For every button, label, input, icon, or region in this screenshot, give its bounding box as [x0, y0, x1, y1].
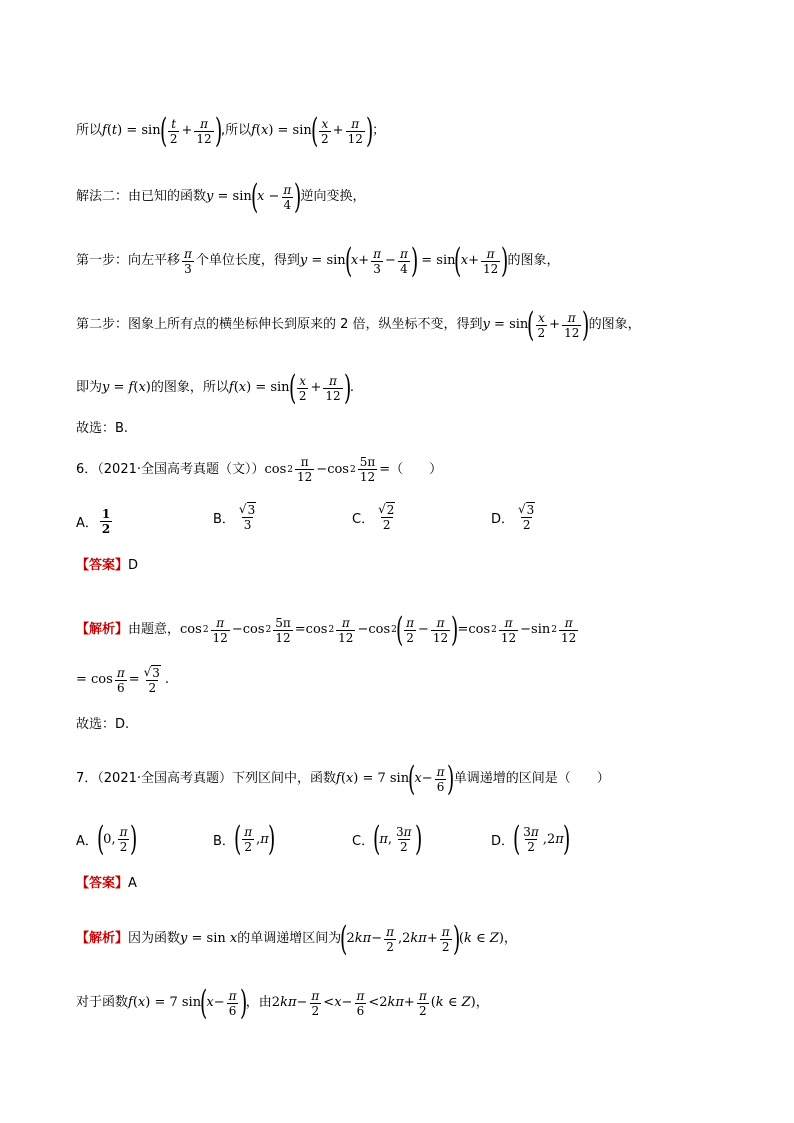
- solution-line-4: [76, 305, 734, 345]
- formula: y = f ( x ): [102, 380, 151, 395]
- formula: ( 0, $\frac{\pi}{2}$ ): [96, 819, 138, 859]
- question-6: [76, 455, 734, 484]
- text: .: [349, 380, 355, 395]
- solution-line-6: [76, 419, 734, 439]
- text: ,所以: [220, 123, 252, 138]
- choice-d: [491, 819, 571, 859]
- choice-b: [213, 819, 276, 859]
- formula: ( π , $\frac{3\pi}{2}$ ): [373, 819, 422, 859]
- formula: √ 2 2: [378, 502, 395, 532]
- solution-line-8: [76, 983, 734, 1023]
- text: 第二步：图象上所有点的横坐标伸长到原来的 2 倍，纵坐标不变，得到: [76, 317, 483, 332]
- text: 逆向变换，: [300, 189, 366, 204]
- explanation-6-cont: [76, 665, 734, 695]
- explanation-tag: 【解析】: [76, 931, 129, 946]
- formula: cos 2 $\frac{\pi}{12}$ −cos 2 $\frac{5\pi}{12}$ =: [264, 455, 391, 484]
- formula: y = sin ( $\frac{x}{2}$ + $\frac{\pi}{12}$ ): [482, 305, 590, 345]
- text: ，: [503, 931, 517, 946]
- choice-d: [491, 502, 539, 532]
- formula: f ( x ) = sin ( $\frac{x}{2}$ + $\frac{\pi}{12}$ ): [228, 368, 351, 408]
- text: 的图象，: [588, 317, 641, 332]
- formula: y = sin x: [180, 931, 238, 946]
- answer-6: [76, 556, 734, 576]
- solution-line-5: [76, 368, 734, 408]
- solution-line-2: [76, 177, 734, 217]
- text: 个单位长度，得到: [195, 253, 300, 268]
- formula: $\frac{1}{2}$: [101, 507, 111, 536]
- text: 即为: [76, 380, 103, 395]
- choice-a: [76, 507, 114, 536]
- choice-c: [352, 502, 399, 532]
- formula: ( $\frac{3\pi}{2}$ ,2 π ): [513, 819, 571, 859]
- choice-label: B．: [213, 511, 235, 527]
- text: 故选：B.: [76, 421, 129, 436]
- solution-line-3: [76, 241, 734, 281]
- text: 由题意，: [128, 622, 181, 637]
- choice-label: A．: [76, 516, 98, 531]
- formula: f ( x ) = 7 sin ( x − $\frac{\pi}{6}$ ): [128, 983, 247, 1023]
- question-stem: 6．（2021·全国高考真题（文））: [76, 461, 265, 477]
- text: ；: [372, 123, 386, 138]
- formula: y = sin ( x − $\frac{\pi}{4}$ ): [206, 177, 302, 217]
- text: 第一步：向左平移: [76, 253, 181, 268]
- choice-label: A．: [76, 833, 98, 849]
- formula: = cos $\frac{\pi}{6}$ = √ 3 2 .: [76, 665, 170, 695]
- formula: f ( t ) = sin ( $\frac{t}{2}$ + $\frac{\pi}{12}$ ): [102, 111, 222, 151]
- text: 因为函数: [128, 931, 181, 946]
- choice-label: D．: [491, 511, 515, 527]
- choice-b: [213, 502, 260, 532]
- text: （ ）: [390, 461, 443, 477]
- text: 解法二：由已知的函数: [76, 189, 207, 204]
- formula: √ 3 2: [518, 502, 535, 532]
- question-7: [76, 759, 734, 799]
- choice-label: C．: [352, 833, 375, 849]
- answer-value: A: [128, 876, 137, 891]
- formula: √ 3 3: [238, 502, 256, 532]
- question-stem: 7．（2021·全国高考真题）下列区间中，函数: [76, 771, 336, 786]
- answer-7: [76, 874, 734, 894]
- solution-line-7: [76, 715, 734, 735]
- choice-c: [352, 819, 422, 859]
- answer-value: D: [128, 558, 139, 573]
- choice-label: B．: [213, 833, 235, 849]
- choice-a: [76, 819, 138, 859]
- choice-label: C．: [352, 511, 375, 527]
- text: ，由: [245, 995, 272, 1010]
- formula: cos 2 $\frac{\pi}{12}$ −cos 2 $\frac{5\pi}{12}$ =cos 2 $\frac{\pi}{12}$ −cos 2 ( $\frac{\pi}{2}$ − $\frac{\pi}{12}$ ) =cos 2 $\frac{\pi}{12}$ −sin 2 $\frac{\pi}{12}$: [180, 610, 577, 650]
- text: 所以: [76, 123, 103, 138]
- choice-label: D．: [491, 833, 515, 849]
- text: 故选：D.: [76, 717, 130, 732]
- text: ，: [475, 995, 489, 1010]
- explanation-tag: 【解析】: [76, 622, 129, 637]
- formula: ( $\frac{\pi}{2}$ , π ): [233, 819, 276, 859]
- formula: ( 2 kπ − $\frac{\pi}{2}$ ,2 kπ + $\frac{\pi}{2}$ ) ( k ∈ Z ): [340, 919, 504, 959]
- explanation-6: [76, 610, 734, 650]
- formula: $\frac{\pi}{3}$: [184, 246, 192, 276]
- text: 的单调递增区间为: [237, 931, 342, 946]
- text: 单调递增的区间是（ ）: [453, 771, 610, 786]
- answer-tag: 【答案】: [76, 876, 129, 891]
- text: 的图象，: [507, 253, 560, 268]
- formula: f ( x ) = 7 sin ( x − $\frac{\pi}{6}$ ): [336, 759, 455, 799]
- formula: f ( x ) = sin ( $\frac{x}{2}$ + $\frac{\pi}{12}$ ): [251, 111, 374, 151]
- formula: 2 kπ − $\frac{\pi}{2}$ < x − $\frac{\pi}{6}$ <2 kπ + $\frac{\pi}{2}$ ( k ∈ Z ): [271, 988, 476, 1018]
- answer-tag: 【答案】: [76, 558, 129, 573]
- text: 的图象，所以: [150, 380, 229, 395]
- formula: y = sin ( x + $\frac{\pi}{3}$ − $\frac{\pi}{4}$ ) = sin ( x + $\frac{\pi}{12}$ ): [299, 241, 509, 281]
- text: 对于函数: [76, 995, 129, 1010]
- explanation-7: [76, 919, 734, 959]
- solution-line-1: [76, 111, 734, 151]
